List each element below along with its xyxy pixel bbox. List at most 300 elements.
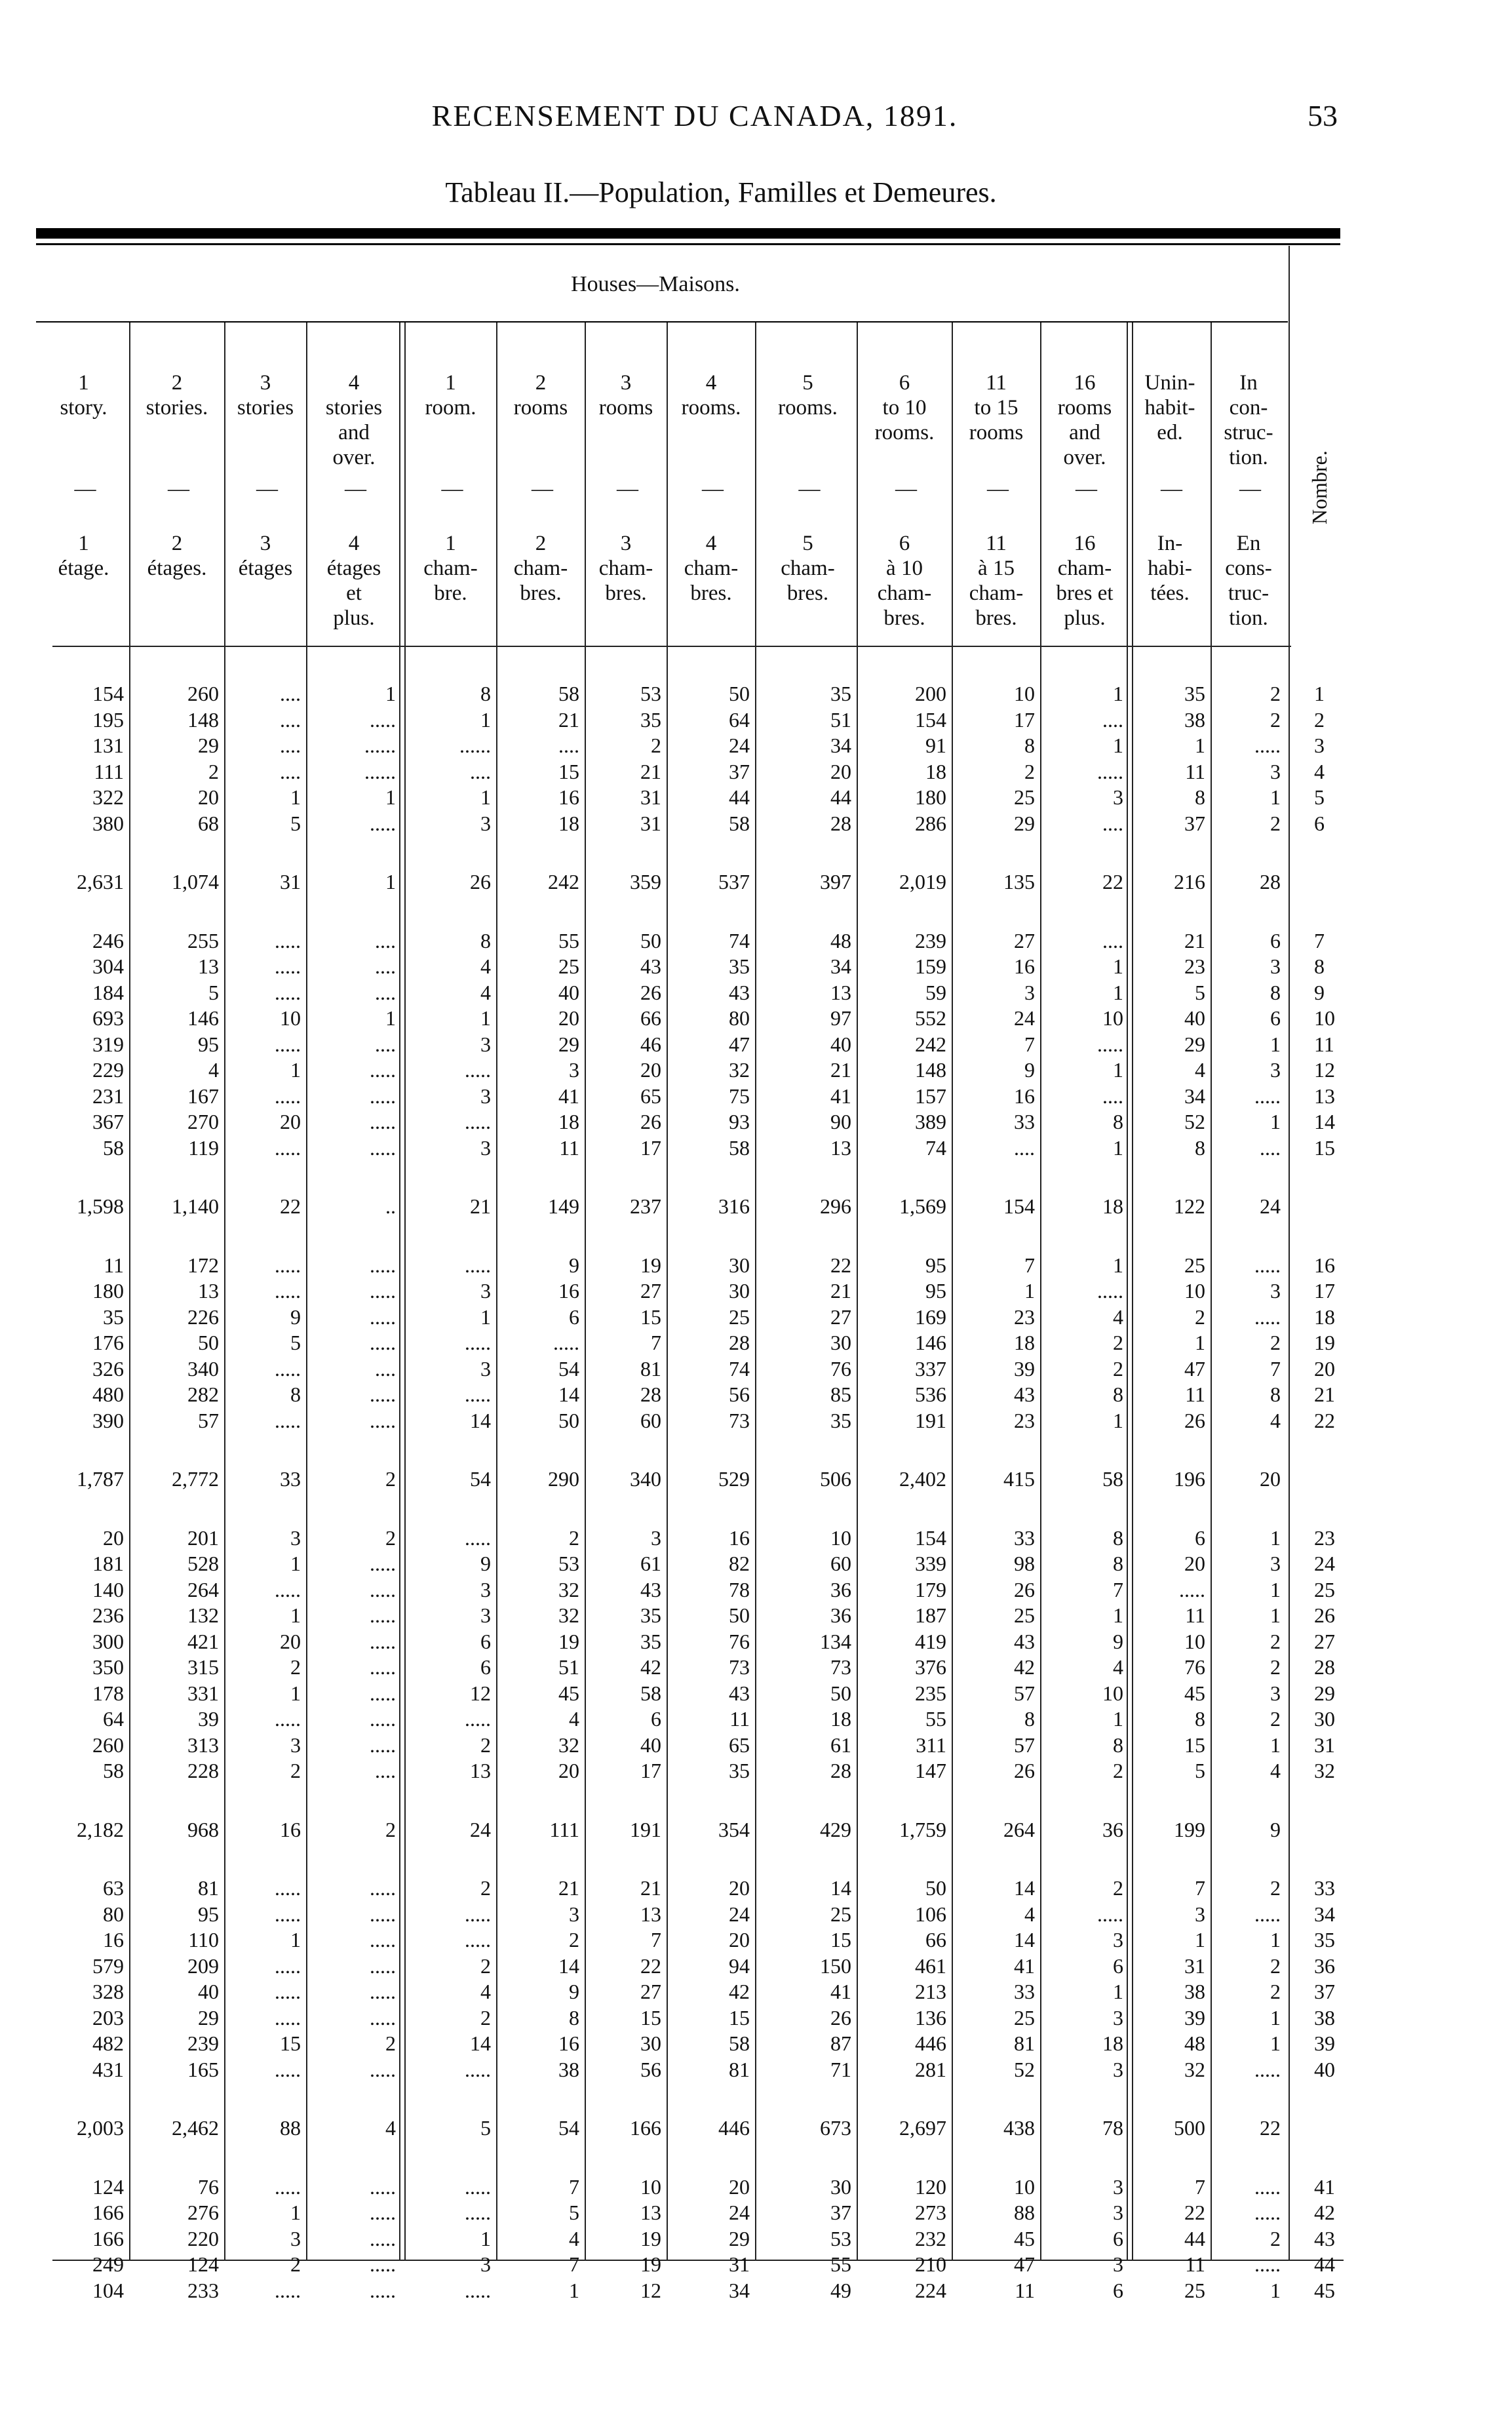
- table-cell: 57: [1014, 1681, 1035, 1705]
- table-cell: 350: [92, 1655, 124, 1679]
- table-cell: 19: [640, 2252, 661, 2276]
- table-cell: 260: [92, 1733, 124, 1757]
- table-cell: 31: [640, 785, 661, 809]
- table-cell: 6: [1113, 2278, 1123, 2302]
- table-cell: 326: [92, 1356, 124, 1381]
- table-cell: 367: [92, 1110, 124, 1133]
- total-cell: 1,074: [172, 870, 219, 893]
- column-en-header-5: 1 room.: [425, 371, 476, 420]
- total-cell: 242: [548, 870, 579, 893]
- header-dash: —: [1161, 477, 1182, 501]
- table-cell: 98: [1014, 1552, 1035, 1575]
- table-cell: .....: [275, 1279, 301, 1303]
- table-cell: 1: [1113, 1253, 1123, 1277]
- table-cell: .....: [370, 1084, 396, 1108]
- table-cell: 54: [558, 1356, 579, 1381]
- table-cell: 29: [1184, 1032, 1205, 1056]
- table-cell: 43: [640, 1577, 661, 1601]
- row-number: 8: [1314, 954, 1325, 978]
- table-cell: 43: [729, 1681, 750, 1705]
- table-cell: 26: [640, 980, 661, 1004]
- table-cell: 1: [290, 785, 301, 809]
- table-cell: 16: [558, 785, 579, 809]
- nombre-label: Nombre.: [1308, 450, 1331, 524]
- table-cell: .....: [275, 2174, 301, 2199]
- table-cell: 95: [925, 1253, 946, 1277]
- table-cell: 8: [1024, 734, 1035, 757]
- table-cell: 14: [470, 2031, 491, 2055]
- table-cell: 1: [1195, 734, 1205, 757]
- table-cell: 282: [187, 1383, 219, 1406]
- table-cell: 20: [729, 1876, 750, 1900]
- table-cell: .....: [1254, 1253, 1281, 1277]
- table-cell: .....: [465, 1707, 491, 1731]
- table-cell: 16: [558, 1279, 579, 1303]
- table-cell: 46: [640, 1032, 661, 1056]
- column-separator: [952, 323, 953, 2260]
- table-cell: 1: [1024, 1279, 1035, 1303]
- table-cell: 14: [830, 1876, 851, 1900]
- table-cell: 286: [915, 811, 946, 835]
- table-cell: 44: [729, 785, 750, 809]
- table-cell: 63: [103, 1876, 124, 1900]
- table-cell: 10: [280, 1006, 301, 1030]
- total-cell: 22: [1102, 870, 1123, 893]
- table-cell: 4: [1270, 1759, 1281, 1782]
- table-cell: 8: [1024, 1707, 1035, 1731]
- total-cell: 111: [549, 1817, 579, 1841]
- row-number: 33: [1314, 1876, 1335, 1900]
- table-cell: 41: [1014, 1953, 1035, 1978]
- total-cell: 529: [718, 1467, 750, 1491]
- table-cell: .....: [370, 1408, 396, 1432]
- table-cell: 25: [1184, 1253, 1205, 1277]
- table-cell: 17: [640, 1759, 661, 1782]
- table-cell: 49: [830, 2278, 851, 2302]
- table-cell: 42: [640, 1655, 661, 1679]
- table-cell: 43: [729, 980, 750, 1004]
- table-cell: .....: [370, 1304, 396, 1329]
- table-cell: .....: [370, 1577, 396, 1601]
- table-cell: .....: [370, 1058, 396, 1082]
- row-number: 28: [1314, 1655, 1335, 1679]
- total-cell: 2,019: [899, 870, 946, 893]
- header-dash: —: [532, 477, 553, 501]
- table-cell: 2: [1270, 1655, 1281, 1679]
- header-bottom-rule: [52, 646, 1291, 647]
- table-cell: 6: [480, 1629, 491, 1653]
- total-cell: 22: [1260, 2116, 1281, 2140]
- table-cell: 169: [915, 1304, 946, 1329]
- table-cell: 180: [915, 785, 946, 809]
- total-cell: 340: [630, 1467, 661, 1491]
- table-cell: 552: [915, 1006, 946, 1030]
- table-cell: 4: [480, 954, 491, 978]
- column-separator: [667, 323, 668, 2260]
- table-cell: 19: [640, 2226, 661, 2250]
- total-cell: 1,787: [77, 1467, 124, 1491]
- total-cell: 429: [820, 1817, 851, 1841]
- table-cell: 3: [1270, 954, 1281, 978]
- total-cell: 290: [548, 1467, 579, 1491]
- table-cell: 25: [1014, 1603, 1035, 1627]
- table-cell: 64: [729, 707, 750, 732]
- row-number: 41: [1314, 2174, 1335, 2199]
- table-cell: .....: [275, 980, 301, 1004]
- table-cell: 33: [1014, 1110, 1035, 1133]
- table-cell: 1: [569, 2278, 579, 2302]
- table-cell: 51: [558, 1655, 579, 1679]
- table-cell: 3: [290, 1525, 301, 1550]
- table-cell: 35: [640, 1603, 661, 1627]
- table-cell: 21: [640, 759, 661, 783]
- table-cell: 74: [729, 928, 750, 952]
- row-number: 35: [1314, 1928, 1335, 1951]
- table-cell: 11: [1185, 759, 1205, 783]
- table-cell: .....: [370, 1681, 396, 1705]
- table-cell: 2: [1270, 811, 1281, 835]
- table-cell: .....: [1097, 759, 1123, 783]
- table-cell: .....: [370, 707, 396, 732]
- table-cell: 11: [1185, 1603, 1205, 1627]
- table-cell: .....: [370, 2057, 396, 2081]
- table-cell: 1: [1270, 785, 1281, 809]
- table-cell: 187: [915, 1603, 946, 1627]
- table-cell: 24: [729, 2201, 750, 2224]
- total-cell: 354: [718, 1817, 750, 1841]
- table-cell: 1: [385, 1006, 396, 1030]
- row-number: 19: [1314, 1331, 1335, 1354]
- table-cell: 3: [480, 1356, 491, 1381]
- table-cell: 42: [729, 1980, 750, 2003]
- table-cell: .....: [275, 2057, 301, 2081]
- table-cell: 146: [915, 1331, 946, 1354]
- table-cell: 40: [640, 1733, 661, 1757]
- table-cell: 1: [1270, 2031, 1281, 2055]
- table-cell: 1: [1113, 980, 1123, 1004]
- table-cell: 34: [830, 954, 851, 978]
- table-cell: 27: [640, 1980, 661, 2003]
- header-dash: —: [702, 477, 724, 501]
- table-cell: 29: [558, 1032, 579, 1056]
- table-cell: ....: [375, 1356, 396, 1381]
- table-cell: 579: [92, 1953, 124, 1978]
- table-cell: 249: [92, 2252, 124, 2276]
- table-cell: 300: [92, 1629, 124, 1653]
- table-cell: 110: [188, 1928, 219, 1951]
- table-cell: 146: [187, 1006, 219, 1030]
- column-fr-header-4: 4 étages et plus.: [326, 532, 381, 630]
- table-cell: 9: [569, 1253, 579, 1277]
- table-cell: .....: [370, 1980, 396, 2003]
- total-cell: 5: [480, 2116, 491, 2140]
- total-cell: 2,462: [172, 2116, 219, 2140]
- table-cell: 8: [1113, 1383, 1123, 1406]
- table-cell: .....: [370, 2226, 396, 2250]
- table-cell: 21: [1184, 928, 1205, 952]
- row-number: 25: [1314, 1577, 1335, 1601]
- table-cell: 18: [558, 811, 579, 835]
- total-cell: 154: [1003, 1194, 1035, 1218]
- table-cell: 1: [290, 1681, 301, 1705]
- total-cell: 166: [630, 2116, 661, 2140]
- table-cell: 431: [92, 2057, 124, 2081]
- column-en-header-6: 2 rooms: [513, 371, 568, 420]
- table-cell: 235: [915, 1681, 946, 1705]
- table-cell: ....: [280, 707, 301, 732]
- table-cell: 15: [640, 2005, 661, 2030]
- table-cell: 10: [1184, 1279, 1205, 1303]
- table-cell: 226: [187, 1304, 219, 1329]
- table-cell: .....: [275, 2278, 301, 2302]
- table-cell: 8: [1113, 1733, 1123, 1757]
- table-cell: 165: [187, 2057, 219, 2081]
- table-cell: 2: [1270, 682, 1281, 705]
- table-cell: 236: [92, 1603, 124, 1627]
- row-number: 38: [1314, 2005, 1335, 2030]
- table-cell: 30: [640, 2031, 661, 2055]
- table-cell: 15: [830, 1928, 851, 1951]
- row-number: 37: [1314, 1980, 1335, 2003]
- table-cell: 27: [640, 1279, 661, 1303]
- table-cell: 66: [640, 1006, 661, 1030]
- table-cell: .....: [1097, 1032, 1123, 1056]
- table-cell: 55: [558, 928, 579, 952]
- table-cell: 3: [1113, 2252, 1123, 2276]
- table-cell: 6: [569, 1304, 579, 1329]
- table-cell: 16: [1014, 1084, 1035, 1108]
- table-cell: 43: [640, 954, 661, 978]
- table-cell: 461: [915, 1953, 946, 1978]
- table-cell: 88: [1014, 2201, 1035, 2224]
- table-cell: 74: [729, 1356, 750, 1381]
- table-cell: 2: [1270, 1331, 1281, 1354]
- table-cell: 30: [830, 2174, 851, 2199]
- table-cell: 1: [290, 1603, 301, 1627]
- table-cell: 11: [1185, 1383, 1205, 1406]
- row-number: 1: [1314, 682, 1325, 705]
- table-cell: 5: [208, 980, 219, 1004]
- table-cell: 281: [915, 2057, 946, 2081]
- table-cell: 8: [1195, 1135, 1205, 1160]
- table-cell: 57: [198, 1408, 219, 1432]
- table-cell: 232: [915, 2226, 946, 2250]
- table-cell: 8: [1195, 785, 1205, 809]
- table-cell: .....: [370, 1733, 396, 1757]
- table-cell: 44: [1184, 2226, 1205, 2250]
- table-cell: .....: [370, 1902, 396, 1926]
- table-cell: 6: [651, 1707, 661, 1731]
- table-cell: 1: [1270, 1603, 1281, 1627]
- table-cell: 119: [188, 1135, 219, 1160]
- table-cell: 10: [640, 2174, 661, 2199]
- table-cell: 1: [1113, 1408, 1123, 1432]
- row-number: 15: [1314, 1135, 1335, 1160]
- table-cell: 132: [187, 1603, 219, 1627]
- table-cell: 8: [569, 2005, 579, 2030]
- table-cell: 8: [1270, 1383, 1281, 1406]
- total-cell: 9: [1270, 1817, 1281, 1841]
- row-number: 23: [1314, 1525, 1335, 1550]
- table-cell: 166: [92, 2201, 124, 2224]
- table-cell: 337: [915, 1356, 946, 1381]
- table-cell: .....: [465, 1902, 491, 1926]
- table-cell: 81: [640, 1356, 661, 1381]
- table-cell: .....: [553, 1331, 579, 1354]
- table-cell: 3: [480, 1135, 491, 1160]
- table-cell: 2: [480, 1733, 491, 1757]
- table-cell: 33: [1014, 1980, 1035, 2003]
- total-cell: 36: [1102, 1817, 1123, 1841]
- column-separator: [224, 323, 225, 2260]
- table-cell: 389: [915, 1110, 946, 1133]
- table-cell: 210: [915, 2252, 946, 2276]
- table-cell: 29: [729, 2226, 750, 2250]
- table-cell: 81: [198, 1876, 219, 1900]
- table-cell: .....: [465, 1110, 491, 1133]
- table-cell: .....: [275, 1032, 301, 1056]
- column-fr-header-13: In- habi- tées.: [1148, 532, 1192, 605]
- table-cell: 66: [925, 1928, 946, 1951]
- table-cell: 1: [1113, 1707, 1123, 1731]
- table-cell: .....: [465, 1331, 491, 1354]
- table-cell: 3: [290, 2226, 301, 2250]
- table-cell: .....: [370, 1876, 396, 1900]
- table-cell: 3: [651, 1525, 661, 1550]
- table-cell: .....: [275, 1084, 301, 1108]
- table-cell: 94: [729, 1953, 750, 1978]
- column-fr-header-8: 4 cham- bres.: [684, 532, 739, 605]
- table-cell: 5: [569, 2201, 579, 2224]
- table-cell: 34: [830, 734, 851, 757]
- table-cell: 11: [729, 1707, 750, 1731]
- column-fr-header-9: 5 cham- bres.: [781, 532, 835, 605]
- table-cell: 106: [915, 1902, 946, 1926]
- table-cell: 24: [729, 734, 750, 757]
- table-cell: 3: [1195, 1902, 1205, 1926]
- table-cell: 51: [830, 707, 851, 732]
- table-cell: 16: [103, 1928, 124, 1951]
- header-dash: —: [895, 477, 917, 501]
- total-cell: 500: [1174, 2116, 1205, 2140]
- table-cell: 1: [480, 2226, 491, 2250]
- total-cell: 1,140: [172, 1194, 219, 1218]
- table-cell: 8: [1195, 1707, 1205, 1731]
- table-cell: 231: [92, 1084, 124, 1108]
- table-cell: 13: [198, 1279, 219, 1303]
- table-cell: 3: [569, 1058, 579, 1082]
- column-separator: [755, 323, 756, 2260]
- table-cell: 10: [1102, 1006, 1123, 1030]
- table-cell: 34: [729, 2278, 750, 2302]
- header-dash: —: [441, 477, 463, 501]
- table-cell: .....: [370, 1953, 396, 1978]
- table-cell: 18: [558, 1110, 579, 1133]
- table-cell: 61: [830, 1733, 851, 1757]
- table-cell: ....: [280, 682, 301, 705]
- table-cell: 11: [559, 1135, 579, 1160]
- table-cell: 246: [92, 928, 124, 952]
- table-cell: 93: [729, 1110, 750, 1133]
- table-cell: 48: [1184, 2031, 1205, 2055]
- column-en-header-1: 1 story.: [60, 371, 107, 420]
- table-cell: ....: [375, 954, 396, 978]
- table-cell: 255: [187, 928, 219, 952]
- table-cell: 5: [290, 1331, 301, 1354]
- table-cell: 14: [558, 1953, 579, 1978]
- total-cell: 33: [280, 1467, 301, 1491]
- table-cell: 2: [1113, 1356, 1123, 1381]
- table-cell: 75: [729, 1084, 750, 1108]
- table-cell: 1: [1195, 1928, 1205, 1951]
- table-cell: 1: [290, 2201, 301, 2224]
- table-cell: 12: [470, 1681, 491, 1705]
- total-cell: 191: [630, 1817, 661, 1841]
- total-cell: 438: [1003, 2116, 1035, 2140]
- table-cell: 58: [729, 811, 750, 835]
- table-cell: 9: [480, 1552, 491, 1575]
- table-cell: 13: [198, 954, 219, 978]
- table-cell: 203: [92, 2005, 124, 2030]
- table-cell: 26: [640, 1110, 661, 1133]
- table-cell: 9: [1113, 1629, 1123, 1653]
- total-cell: 31: [280, 870, 301, 893]
- table-cell: 3: [1270, 1279, 1281, 1303]
- table-cell: 2: [290, 1655, 301, 1679]
- table-cell: 20: [729, 1928, 750, 1951]
- table-cell: 6: [1270, 928, 1281, 952]
- table-cell: .....: [465, 1928, 491, 1951]
- table-cell: 71: [830, 2057, 851, 2081]
- table-cell: 3: [480, 1279, 491, 1303]
- table-cell: .....: [275, 1902, 301, 1926]
- table-cell: 40: [1184, 1006, 1205, 1030]
- table-cell: 3: [1113, 2201, 1123, 2224]
- table-cell: 147: [915, 1759, 946, 1782]
- total-cell: 2: [385, 1817, 396, 1841]
- table-cell: 39: [1184, 2005, 1205, 2030]
- table-cell: 4: [569, 1707, 579, 1731]
- header-dash: —: [1076, 477, 1097, 501]
- table-cell: 16: [1014, 954, 1035, 978]
- table-cell: 43: [1014, 1629, 1035, 1653]
- table-cell: ....: [558, 734, 579, 757]
- row-number: 39: [1314, 2031, 1335, 2055]
- column-en-header-7: 3 rooms: [598, 371, 653, 420]
- table-cell: 20: [830, 759, 851, 783]
- column-fr-header-5: 1 cham- bre.: [423, 532, 478, 605]
- total-cell: 18: [1102, 1194, 1123, 1218]
- table-cell: 276: [187, 2201, 219, 2224]
- table-cell: 73: [830, 1655, 851, 1679]
- table-cell: .....: [370, 1603, 396, 1627]
- table-cell: 315: [187, 1655, 219, 1679]
- table-cell: 5: [290, 811, 301, 835]
- row-number: 44: [1314, 2252, 1335, 2276]
- table-cell: 6: [480, 1655, 491, 1679]
- table-cell: 20: [1184, 1552, 1205, 1575]
- table-cell: 4: [208, 1058, 219, 1082]
- column-fr-header-11: 11 à 15 cham- bres.: [969, 532, 1024, 630]
- table-cell: 148: [187, 707, 219, 732]
- table-cell: 17: [640, 1135, 661, 1160]
- table-cell: 35: [1184, 682, 1205, 705]
- table-cell: 21: [558, 707, 579, 732]
- table-cell: 1: [480, 785, 491, 809]
- table-cell: 57: [1014, 1733, 1035, 1757]
- table-cell: 201: [187, 1525, 219, 1550]
- table-cell: 8: [1113, 1552, 1123, 1575]
